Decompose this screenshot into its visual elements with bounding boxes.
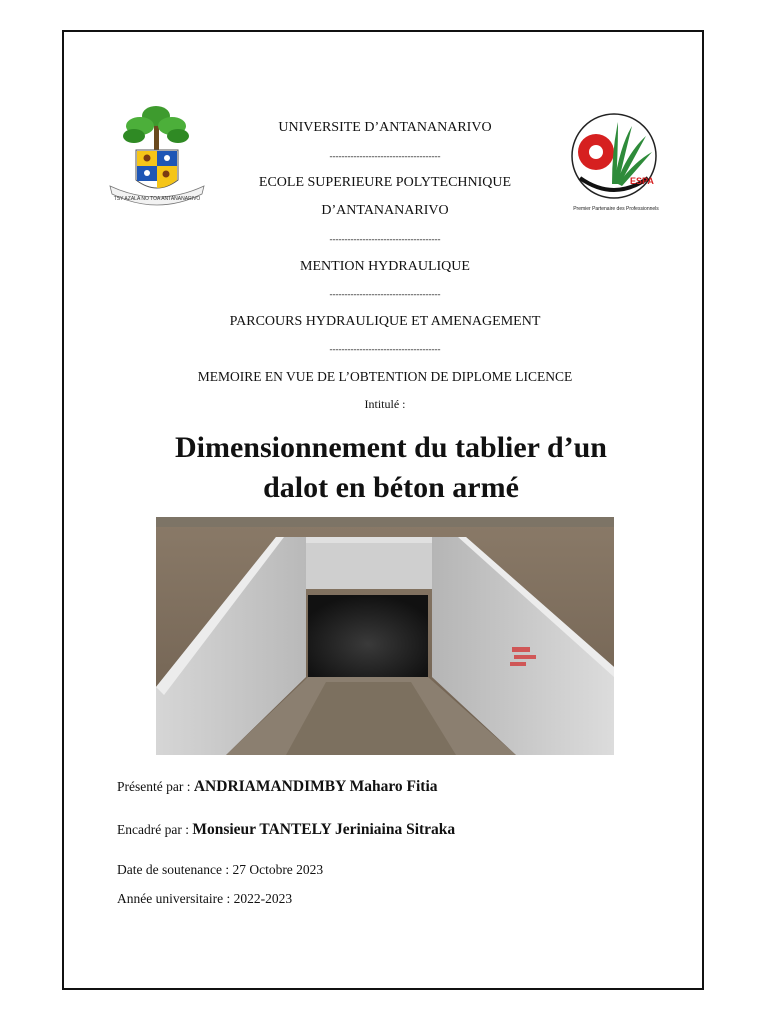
supervised-name: Monsieur TANTELY Jeriniaina Sitraka <box>192 821 456 838</box>
mention: MENTION HYDRAULIQUE <box>300 259 470 274</box>
title-line1: Dimensionnement du tablier d’un <box>174 431 607 464</box>
emblem-motto: TSY AZALA NO TOA ANTANANARIVO <box>113 196 201 202</box>
school-name-line1: ECOLE SUPERIEURE POLYTECHNIQUE <box>258 175 512 190</box>
supervised-label: Encadré par : <box>117 822 189 837</box>
memoire-purpose: MEMOIRE EN VUE DE L’OBTENTION DE DIPLOME LICENCE <box>197 369 573 384</box>
academic-year: Année universitaire : 2022-2023 <box>117 891 293 906</box>
presented-name: ANDRIAMANDIMBY Maharo Fitia <box>193 778 438 795</box>
presented-label: Présenté par : <box>117 779 191 794</box>
separator-line: ------------------------------------- <box>329 151 441 161</box>
intitule-label: Intitulé : <box>364 397 406 411</box>
document-title <box>100 428 682 508</box>
university-name: UNIVERSITE D’ANTANANARIVO <box>278 120 492 135</box>
parcours: PARCOURS HYDRAULIQUE ET AMENAGEMENT <box>229 314 541 329</box>
supervised-by <box>117 821 455 839</box>
presented-by <box>117 778 438 796</box>
title-line2: dalot en béton armé <box>263 471 519 504</box>
espa-caption: Premier Partenaire des Professionnels <box>573 206 659 212</box>
school-name-line2: D’ANTANANARIVO <box>321 203 449 218</box>
separator-line: ------------------------------------- <box>329 234 441 244</box>
separator-line: ------------------------------------- <box>329 344 441 354</box>
defense-date: Date de soutenance : 27 Octobre 2023 <box>117 862 324 877</box>
separator-line: ------------------------------------- <box>329 289 441 299</box>
espa-abbreviation: ESPA <box>630 176 654 186</box>
shield-icon <box>136 150 178 188</box>
culvert-photo <box>156 517 614 755</box>
